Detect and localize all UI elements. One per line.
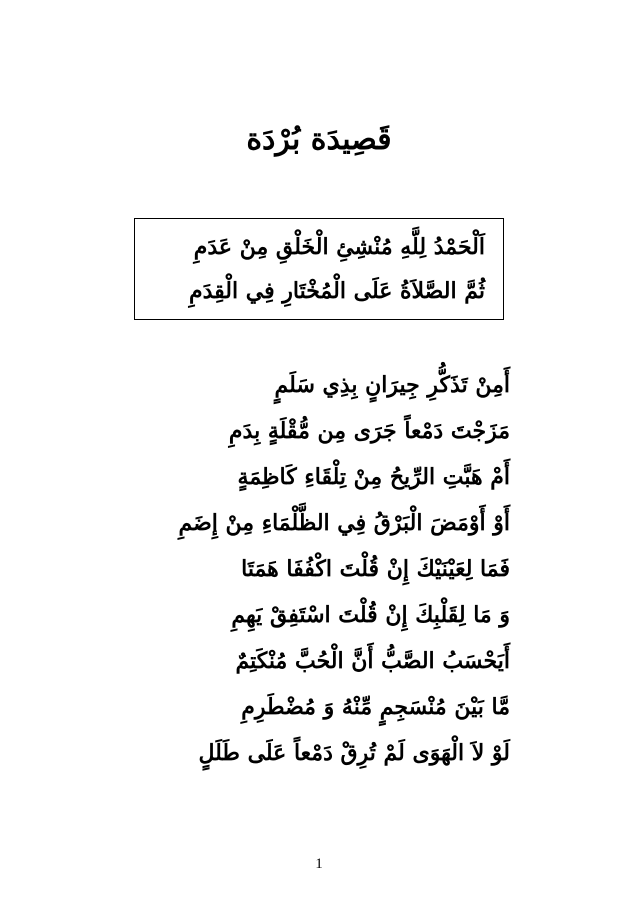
verse-list — [60, 362, 510, 776]
verse-line-8: مَّا بَيْنَ مُنْسَجِمٍ مِّنْهُ وَ مُضْطَرِمِ — [241, 694, 510, 720]
verse-line-3: أَمْ هَبَّتِ الرِّيحُ مِنْ تِلْقَاءِ كَاظِمَةٍ — [237, 464, 510, 490]
verse-line-6: وَ مَا لِقَلْبِكَ إِنْ قُلْتَ اسْتَفِقْ يَهِمِ — [231, 602, 510, 628]
verse-line-2: مَزَجْتَ دَمْعاً جَرَى مِن مُّقْلَةٍ بِدَمِ — [228, 418, 510, 444]
verse-line-1: أَمِنْ تَذَكُّرِ جِيرَانٍ بِذِي سَلَمٍ — [274, 372, 510, 398]
verse-line-5: فَمَا لِعَيْنَيْكَ إِنْ قُلْتَ اكْفُفَا هَمَتَا — [241, 556, 510, 582]
page-number: 1 — [315, 856, 323, 872]
intro-line-1: اَلْحَمْدُ لِلَّهِ مُنْشِئِ الْخَلْقِ مِنْ عَدَمِ — [193, 234, 485, 260]
verse-line-4: أَوْ أَوْمَضَ الْبَرْقُ فِي الظَّلْمَاءِ مِنْ إِضَمِ — [178, 510, 510, 536]
intro-verse-box — [134, 218, 504, 320]
verse-line-9: لَوْ لاَ الْهَوَى لَمْ تُرِقْ دَمْعاً عَلَى طَلَلٍ — [198, 740, 510, 766]
poem-title: قَصِيدَة بُرْدَة — [246, 122, 392, 157]
intro-line-2: ثُمَّ الصَّلاَةُ عَلَى الْمُخْتَارِ فِي الْقِدَمِ — [188, 278, 485, 304]
verse-line-7: أَيَحْسَبُ الصَّبُّ أَنَّ الْحُبَّ مُنْكَتِمٌ — [235, 648, 510, 674]
